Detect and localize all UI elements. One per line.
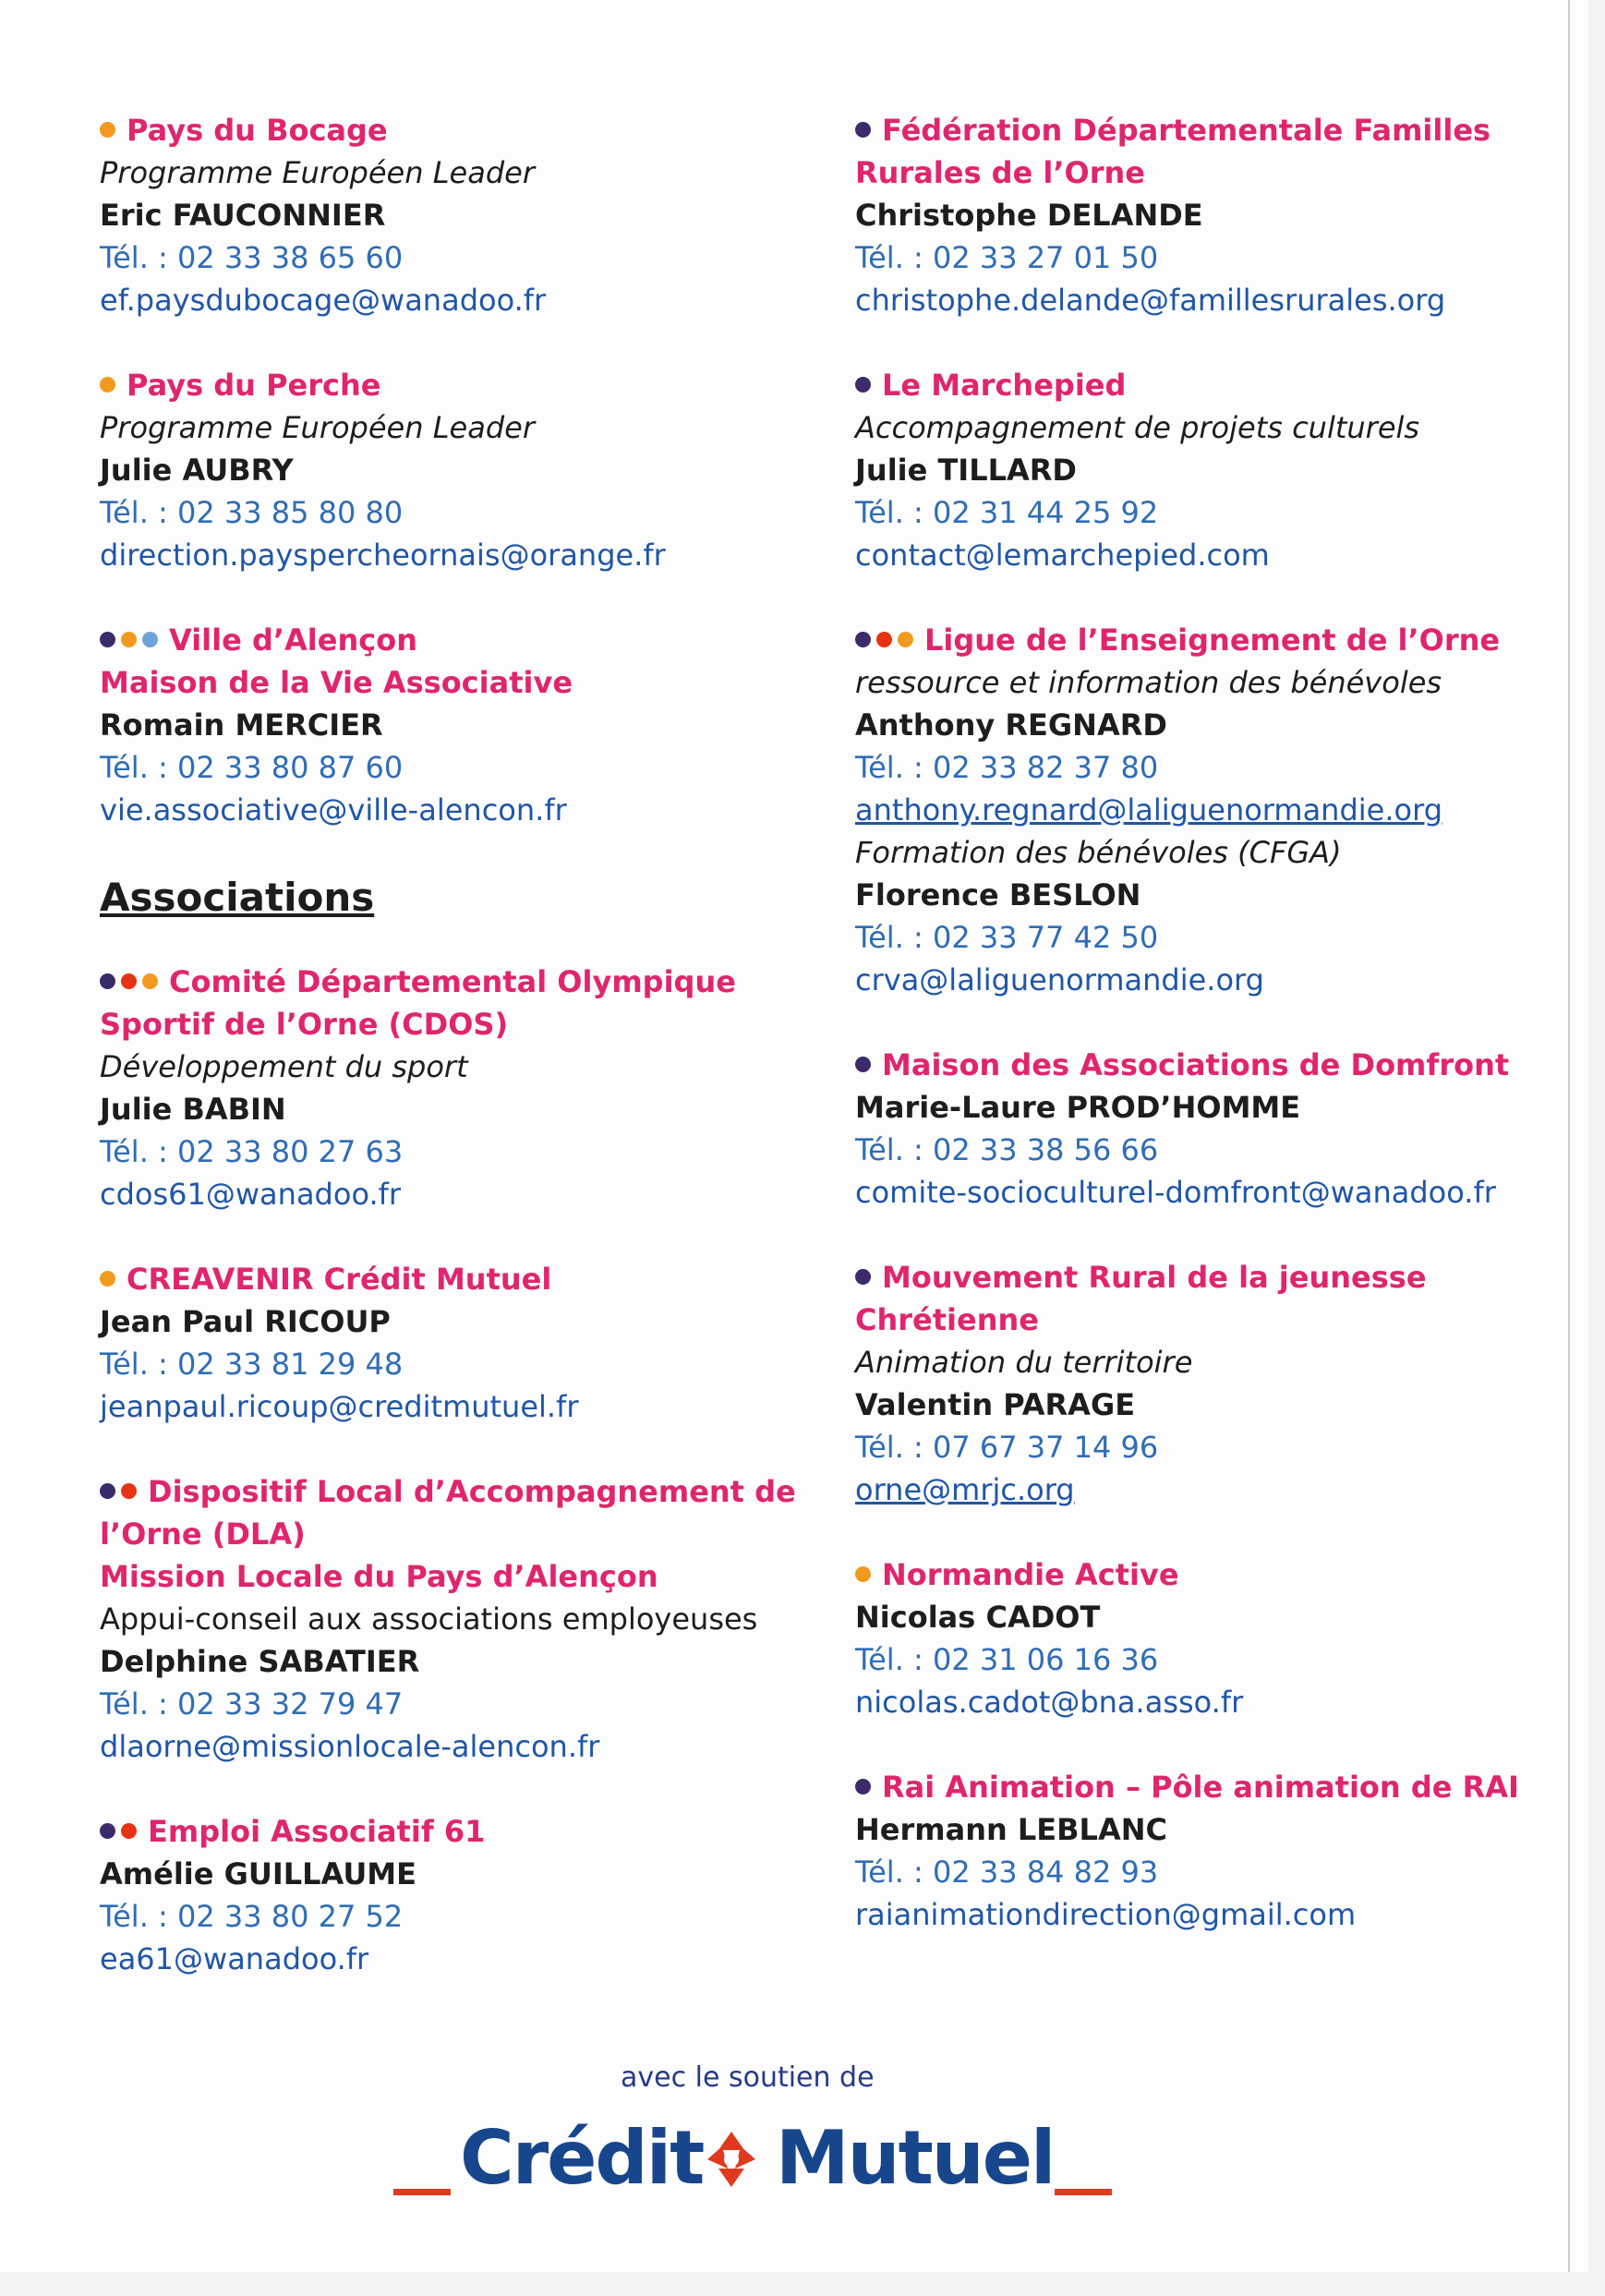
contact-person: Amélie GUILLAUME: [100, 1856, 416, 1891]
org-name: Normandie Active: [855, 1553, 1557, 1596]
credit-mutuel-logo: [393, 2115, 1114, 2217]
contact-entry: [100, 109, 839, 321]
contact-person: Julie BABIN: [100, 1092, 286, 1127]
service-description: Appui-conseil aux associations employeuses: [100, 1601, 758, 1637]
contact-entry: [855, 1553, 1557, 1723]
email-link[interactable]: nicolas.cadot@bna.asso.fr: [855, 1685, 1244, 1720]
contact-entry: [855, 1256, 1557, 1511]
org-name: Mouvement Rural de la jeunesse Chrétienne: [855, 1256, 1557, 1341]
purple-dot-icon: [100, 973, 115, 989]
category-dots: [100, 1258, 121, 1300]
program-description-2: Formation des bénévoles (CFGA): [855, 835, 1342, 870]
phone-number: Tél. : 07 67 37 14 96: [855, 1430, 1159, 1465]
phone-number: Tél. : 02 33 38 65 60: [100, 240, 404, 275]
phone-number: Tél. : 02 33 27 01 50: [855, 240, 1159, 275]
program-description: Développement du sport: [100, 1049, 468, 1084]
purple-dot-icon: [100, 1823, 115, 1839]
right-column: [855, 109, 1557, 1978]
phone-number: Tél. : 02 33 32 79 47: [100, 1686, 404, 1722]
email-link[interactable]: raianimationdirection@gmail.com: [855, 1897, 1357, 1932]
contact-person-2: Florence BESLON: [855, 877, 1141, 912]
category-dots: [100, 1470, 142, 1513]
phone-number: Tél. : 02 33 38 56 66: [855, 1132, 1159, 1167]
phone-number: Tél. : 02 33 84 82 93: [855, 1855, 1159, 1890]
purple-dot-icon: [855, 1779, 871, 1795]
phone-number: Tél. : 02 33 80 27 63: [100, 1134, 404, 1169]
purple-dot-icon: [855, 377, 871, 393]
orange-dot-icon: [100, 122, 115, 138]
orange-dot-icon: [121, 632, 137, 647]
purple-dot-icon: [855, 122, 871, 138]
contact-entry: [855, 364, 1557, 576]
contact-person: Julie TILLARD: [855, 453, 1077, 488]
category-dots: [855, 619, 919, 661]
email-link[interactable]: vie.associative@ville-alencon.fr: [100, 792, 567, 828]
orange-dot-icon: [100, 1271, 115, 1287]
phone-number-2: Tél. : 02 33 77 42 50: [855, 920, 1159, 955]
org-name: CREAVENIR Crédit Mutuel: [100, 1258, 839, 1300]
red-dot-icon: [876, 632, 892, 647]
contact-person: Romain MERCIER: [100, 707, 383, 743]
org-name: Le Marchepied: [855, 364, 1557, 406]
email-link[interactable]: ef.paysdubocage@wanadoo.fr: [100, 283, 547, 318]
category-dots: [855, 1044, 876, 1086]
page-fold-line: [1568, 0, 1570, 2272]
purple-dot-icon: [100, 1483, 115, 1499]
email-link[interactable]: direction.payspercheornais@orange.fr: [100, 538, 666, 573]
org-subname: Mission Locale du Pays d’Alençon: [100, 1559, 658, 1594]
email-link[interactable]: comite-socioculturel-domfront@wanadoo.fr: [855, 1175, 1496, 1210]
purple-dot-icon: [855, 632, 871, 647]
red-dot-icon: [121, 973, 137, 989]
category-dots: [100, 961, 163, 1003]
contact-person: Julie AUBRY: [100, 453, 294, 488]
category-dots: [855, 109, 876, 151]
email-link[interactable]: dlaorne@missionlocale-alencon.fr: [100, 1729, 600, 1764]
contact-entry: [100, 619, 839, 831]
email-link[interactable]: anthony.regnard@laliguenormandie.org: [855, 792, 1442, 828]
org-name: Pays du Bocage: [100, 109, 839, 151]
program-description: Programme Européen Leader: [100, 155, 535, 190]
left-column: [100, 109, 839, 2023]
category-dots: [855, 1553, 876, 1596]
phone-number: Tél. : 02 33 81 29 48: [100, 1347, 404, 1382]
phone-number: Tél. : 02 33 82 37 80: [855, 750, 1159, 785]
category-dots: [855, 1766, 876, 1808]
blue-dot-icon: [142, 632, 158, 647]
org-name: Dispositif Local d’Accompagnement de l’Orne (DLA): [100, 1470, 839, 1555]
support-caption: avec le soutien de: [621, 2061, 875, 2094]
red-dot-icon: [121, 1823, 137, 1839]
contact-person: Delphine SABATIER: [100, 1644, 420, 1679]
red-dot-icon: [121, 1483, 137, 1499]
email-link[interactable]: cdos61@wanadoo.fr: [100, 1177, 402, 1212]
logo-right-bar: [1055, 2189, 1112, 2195]
logo-word-right: Mutuel: [776, 2115, 1055, 2201]
org-subname: Maison de la Vie Associative: [100, 665, 573, 700]
org-name: Rai Animation – Pôle animation de RAI: [855, 1766, 1557, 1808]
category-dots: [100, 364, 121, 406]
logo-emblem-icon: [700, 2128, 763, 2191]
logo-word-left: Crédit: [460, 2115, 704, 2201]
phone-number: Tél. : 02 33 80 27 52: [100, 1899, 404, 1934]
contact-entry: [100, 961, 839, 1215]
email-link[interactable]: orne@mrjc.org: [855, 1472, 1075, 1507]
category-dots: [100, 619, 163, 661]
contact-entry: [100, 364, 839, 576]
category-dots: [100, 109, 121, 151]
contact-person: Anthony REGNARD: [855, 707, 1167, 743]
purple-dot-icon: [855, 1269, 871, 1285]
org-name: Emploi Associatif 61: [100, 1810, 839, 1853]
phone-number: Tél. : 02 33 85 80 80: [100, 495, 404, 530]
contact-entry: [100, 1810, 839, 1980]
contact-person: Eric FAUCONNIER: [100, 198, 386, 233]
phone-number: Tél. : 02 31 06 16 36: [855, 1642, 1159, 1677]
org-name: Ville d’Alençon: [100, 619, 839, 661]
orange-dot-icon: [142, 973, 158, 989]
program-description: Animation du territoire: [855, 1345, 1193, 1380]
category-dots: [855, 1256, 876, 1299]
contact-entry: [100, 1258, 839, 1428]
contact-person: Jean Paul RICOUP: [100, 1304, 391, 1339]
orange-dot-icon: [100, 377, 115, 393]
email-link[interactable]: ea61@wanadoo.fr: [100, 1941, 369, 1976]
contact-entry: [855, 1766, 1557, 1936]
contact-entry: [855, 109, 1557, 321]
purple-dot-icon: [100, 632, 115, 647]
category-dots: [855, 364, 876, 406]
contact-entry: [855, 1044, 1557, 1214]
contact-person: Hermann LEBLANC: [855, 1812, 1167, 1847]
email-link-2[interactable]: crva@laliguenormandie.org: [855, 962, 1264, 997]
org-name: Ligue de l’Enseignement de l’Orne: [855, 619, 1557, 661]
org-name: Fédération Départementale Familles Rurales de l’Orne: [855, 109, 1557, 194]
program-description: Accompagnement de projets culturels: [855, 410, 1420, 445]
contact-person: Christophe DELANDE: [855, 198, 1203, 233]
email-link[interactable]: christophe.delande@famillesrurales.org: [855, 283, 1446, 318]
purple-dot-icon: [855, 1057, 871, 1072]
contact-entry: [100, 1470, 839, 1768]
phone-number: Tél. : 02 31 44 25 92: [855, 495, 1159, 530]
contact-person: Marie-Laure PROD’HOMME: [855, 1090, 1301, 1125]
org-name: Maison des Associations de Domfront: [855, 1044, 1557, 1086]
section-heading: Associations: [100, 875, 375, 920]
orange-dot-icon: [898, 632, 913, 647]
contact-person: Valentin PARAGE: [855, 1387, 1136, 1422]
contact-entry: [855, 619, 1557, 1001]
program-description: Programme Européen Leader: [100, 410, 535, 445]
logo-left-bar: [393, 2189, 451, 2195]
phone-number: Tél. : 02 33 80 87 60: [100, 750, 404, 785]
org-name: Pays du Perche: [100, 364, 839, 406]
category-dots: [100, 1810, 142, 1853]
orange-dot-icon: [855, 1566, 871, 1582]
contact-person: Nicolas CADOT: [855, 1600, 1101, 1635]
email-link[interactable]: jeanpaul.ricoup@creditmutuel.fr: [100, 1389, 579, 1424]
program-description: ressource et information des bénévoles: [855, 665, 1442, 700]
email-link[interactable]: contact@lemarchepied.com: [855, 538, 1270, 573]
org-name: Comité Départemental Olympique Sportif de l’Orne (CDOS): [100, 961, 839, 1045]
